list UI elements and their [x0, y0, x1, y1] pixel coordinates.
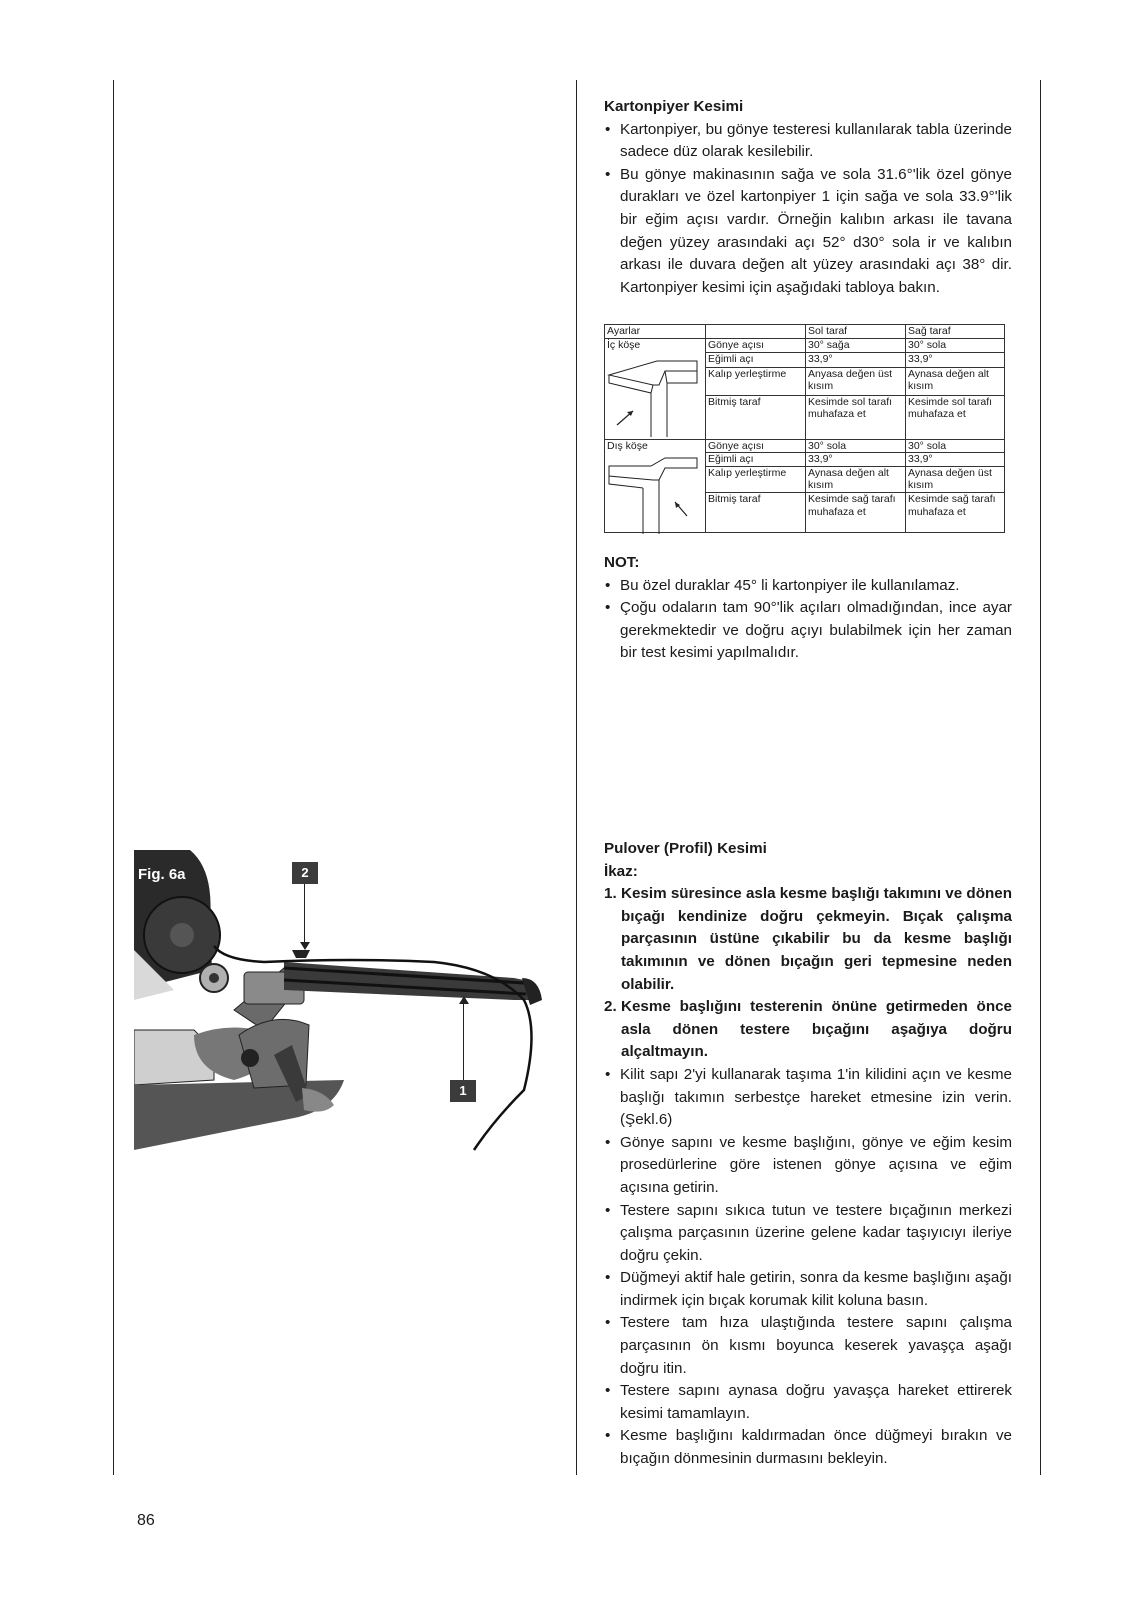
pullover-bullet: • Testere sapını aynasa doğru yavaşça hareket ettirerek kesimi tamamlayın. — [604, 1380, 1012, 1425]
table-row — [605, 338, 1005, 353]
left-value: Aynasa değen alt kısım — [806, 466, 906, 492]
pullover-bullet: • Düğmeyi aktif hale getirin, sonra da kesme başlığını aşağı indirmek için bıçak korumak kilit koluna basın. — [604, 1267, 1012, 1312]
left-value: Kesimde sağ tarafı muhafaza et — [806, 492, 906, 532]
cornice-bullet: • Bu gönye makinasının sağa ve sola 31.6°'lik özel gönye durakları ve özel kartonpiyer 1 için sağa ve sola 33.9°'lik bir eğim açısı vardır. Örneğin kalıbın arkası ile tavana değen yüzey arasındaki açı 52° d30° sola ir ve kalıbın arkası ile duvara değen alt yüzey arasındaki açı 38° dir. Kartonpiyer kesimi için aşağıdaki tabloya bakın. — [604, 164, 1012, 300]
callout-2-arrowhead — [300, 942, 310, 950]
left-value: 30° sağa — [806, 338, 906, 353]
warning-number: 2. — [604, 998, 617, 1016]
figure-6a — [134, 850, 556, 1155]
left-value: 30° sola — [806, 439, 906, 453]
setting-label: Kalıp yerleştirme — [706, 367, 806, 395]
note-section — [604, 552, 1012, 665]
inner-corner-label: İç köşe — [607, 338, 641, 351]
note-heading: NOT: — [604, 554, 640, 571]
cornice-section — [604, 96, 1012, 299]
table-row — [605, 439, 1005, 453]
right-value: Kesimde sağ tarafı muhafaza et — [906, 492, 1005, 532]
setting-label: Bitmiş taraf — [706, 395, 806, 439]
setting-label: Kalıp yerleştirme — [706, 466, 806, 492]
warning-heading: İkaz: — [604, 862, 638, 880]
pullover-bullet: • Testere tam hıza ulaştığında testere sapını çalışma parçasının ön kısmı boyunca keserek yavaşça aşağı doğru itin. — [604, 1312, 1012, 1380]
note-bullets — [604, 575, 1012, 665]
inner-corner-cell — [605, 338, 706, 439]
cornice-settings-table — [604, 324, 1005, 533]
right-value: 33,9° — [906, 353, 1005, 368]
note-bullet: • Çoğu odaların tam 90°'lik açıları olmadığından, ince ayar gerekmektedir ve doğru açıyı bulabilmek için her zaman bir test kesimi yapılmalıdır. — [604, 597, 1012, 665]
left-value: Kesimde sol tarafı muhafaza et — [806, 395, 906, 439]
setting-label: Eğimli açı — [706, 353, 806, 368]
setting-label: Gönye açısı — [706, 338, 806, 353]
right-value: 30° sola — [906, 338, 1005, 353]
setting-label: Eğimli açı — [706, 453, 806, 467]
header-cell: Sağ taraf — [906, 325, 1005, 339]
pullover-section — [604, 838, 1012, 1471]
inner-corner-diagram — [607, 353, 701, 437]
figure-label: Fig. 6a — [138, 866, 186, 883]
warning-text: Kesme başlığını testerenin önüne getirmeden önce asla dönen testere bıçağını aşağıya doğru alçaltmayın. — [621, 998, 1012, 1061]
right-value: 30° sola — [906, 439, 1005, 453]
setting-label: Gönye açısı — [706, 439, 806, 453]
callout-2: 2 — [292, 862, 318, 884]
outer-corner-cell — [605, 439, 706, 532]
warning-item — [604, 996, 1012, 1064]
right-value: Aynasa değen alt kısım — [906, 367, 1005, 395]
cornice-bullet: • Kartonpiyer, bu gönye testeresi kullanılarak tabla üzerinde sadece düz olarak kesilebilir. — [604, 119, 1012, 164]
pullover-bullet: • Gönye sapını ve kesme başlığını, gönye ve eğim kesim prosedürlerine göre istenen gönye açısına ve eğim açısına getirin. — [604, 1132, 1012, 1200]
right-value: Aynasa değen üst kısım — [906, 466, 1005, 492]
right-value: Kesimde sol tarafı muhafaza et — [906, 395, 1005, 439]
left-value: 33,9° — [806, 453, 906, 467]
warning-text: Kesim süresince asla kesme başlığı takımını ve dönen bıçağı kendinize doğru çekmeyin. Bıçak çalışma parçasının üstüne çıkabilir bu da kesme başlığı takımının ve dönen bıçağın geri tepmesine neden olabilir. — [621, 885, 1012, 993]
warning-item — [604, 883, 1012, 996]
pullover-bullet: • Kilit sapı 2'yi kullanarak taşıma 1'in kilidini açın ve kesme başlığı takımın serbestçe hareket etmesine izin verin. (Şekl.6) — [604, 1064, 1012, 1132]
right-value: 33,9° — [906, 453, 1005, 467]
table-header-row — [605, 325, 1005, 339]
header-cell: Sol taraf — [806, 325, 906, 339]
callout-1: 1 — [450, 1080, 476, 1102]
header-cell — [706, 325, 806, 339]
page-number: 86 — [137, 1512, 155, 1529]
outer-corner-diagram — [607, 454, 701, 534]
pullover-bullet: • Testere sapını sıkıca tutun ve testere bıçağının merkezi çalışma parçasının üzerine gelene kadar taşıyıcıyı ileriye doğru çekin. — [604, 1200, 1012, 1268]
note-bullet: • Bu özel duraklar 45° li kartonpiyer ile kullanılamaz. — [604, 575, 1012, 598]
callout-1-arrowhead — [459, 996, 469, 1004]
pullover-bullet: • Kesme başlığını kaldırmadan önce düğmeyi bırakın ve bıçağın dönmesinin durmasını bekleyin. — [604, 1425, 1012, 1470]
header-cell: Ayarlar — [605, 325, 706, 339]
right-margin-rule — [1040, 80, 1041, 1475]
left-value: Anyasa değen üst kısım — [806, 367, 906, 395]
setting-label: Bitmiş taraf — [706, 492, 806, 532]
left-margin-rule — [113, 80, 114, 1475]
warning-number: 1. — [604, 885, 617, 903]
left-value: 33,9° — [806, 353, 906, 368]
outer-corner-label: Dış köşe — [607, 439, 648, 452]
callout-1-leader — [463, 1000, 464, 1080]
cornice-heading: Kartonpiyer Kesimi — [604, 98, 744, 115]
column-divider — [576, 80, 577, 1475]
pullover-heading: Pulover (Profil) Kesimi — [604, 840, 767, 857]
warning-list — [604, 883, 1012, 1064]
miter-saw-illustration — [134, 850, 556, 1155]
callout-2-leader — [304, 884, 305, 946]
cornice-bullets — [604, 119, 1012, 300]
pullover-bullets — [604, 1064, 1012, 1471]
